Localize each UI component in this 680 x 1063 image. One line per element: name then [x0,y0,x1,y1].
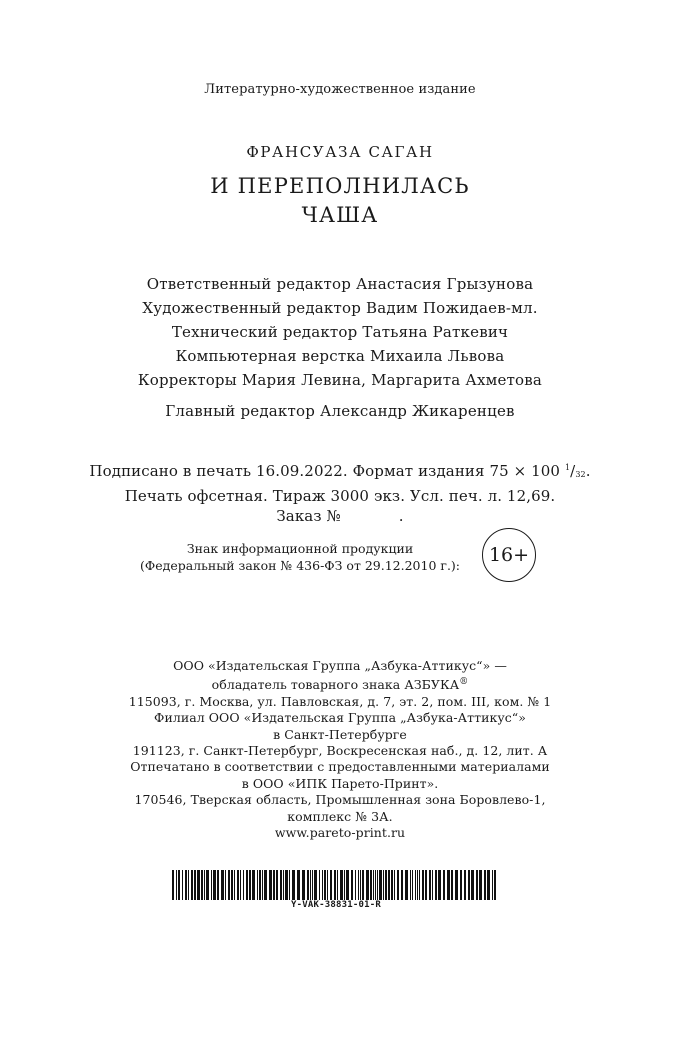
age-rating-badge [482,528,536,582]
format-slash: / [570,462,576,480]
format-numerator: 1 [564,463,571,472]
credit-line: Корректоры Мария Левина, Маргарита Ахметова [137,371,543,389]
barcode-bar [283,870,284,900]
barcode-bar [302,870,305,900]
barcode-bar [479,870,482,900]
barcode-bar [327,870,328,900]
order-end: . [398,507,404,525]
barcode-bar [259,870,261,900]
barcode-bar [334,870,336,900]
barcode-bar [276,870,278,900]
credit-line: Художественный редактор Вадим Пожидаев-мл. [142,299,538,317]
publisher-line: в ООО «ИПК Парето-Принт». [241,775,439,791]
barcode-bar [358,870,359,900]
barcode-bar [297,870,300,900]
barcode-bar [285,870,288,900]
barcode-bar [366,870,369,900]
barcode-bar [355,870,356,900]
barcode-bar [388,870,390,900]
barcode-bar [471,870,474,900]
barcode-bar [231,870,233,900]
barcode-bar [451,870,453,900]
barcode-bar [194,870,196,900]
barcode-bar [435,870,437,900]
barcode-bar [273,870,275,900]
barcode-bar [237,870,239,900]
barcode-bar [204,870,205,900]
age-rating-text: 16+ [488,544,530,566]
barcode-bar [464,870,466,900]
barcode-bar [412,870,413,900]
barcode-bar [312,870,313,900]
signed-line [0,458,680,486]
title-line: И ПЕРЕПОЛНИЛАСЬ [210,174,470,198]
barcode-bar [476,870,478,900]
barcode-bar [319,870,320,900]
info-line: Знак информационной продукции [186,541,414,556]
barcode-bar [292,870,295,900]
barcode-bar [191,870,193,900]
publisher-line: www.pareto-print.ru [274,825,406,841]
barcode-bar [487,870,490,900]
barcode-bar [188,870,189,900]
credit-line: Технический редактор Татьяна Раткевич [171,323,509,341]
barcode-bar [314,870,317,900]
barcode-bar [257,870,258,900]
barcode-bar [262,870,263,900]
barcode-bar [252,870,255,900]
barcode-bar [206,870,209,900]
barcode-bar [240,870,241,900]
credits-list [0,272,680,392]
barcode-bar [419,870,420,900]
barcode-bar [182,870,183,900]
barcode-bar [201,870,203,900]
barcode-bar [385,870,387,900]
barcode-bar [243,870,244,900]
barcode-bar [197,870,200,900]
barcode-bar [176,870,177,900]
barcode-bar [455,870,458,900]
barcode-bar [375,870,376,900]
barcode-bar [410,870,411,900]
barcode-bar [217,870,219,900]
barcode-bar [289,870,290,900]
barcode-bar [405,870,408,900]
barcode-bar [225,870,226,900]
barcode-bar [417,870,418,900]
signed-text: Подписано в печать 16.09.2022. Формат издания 75 × 100 [89,462,561,480]
barcode-bar [264,870,267,900]
publisher-line: ООО «Издательская Группа „Азбука-Аттикус“» — [173,658,507,673]
barcode-bar [185,870,187,900]
barcode-bar [310,870,311,900]
info-line: (Федеральный закон № 436-ФЗ от 29.12.2010 г.): [139,558,461,573]
format-end: . [585,462,591,480]
barcode-bar [307,870,309,900]
barcode-text: Y-VAK-38831-01-R [291,900,381,910]
publisher-line [0,674,680,693]
registered-mark: ® [459,677,469,688]
barcode-bar [447,870,450,900]
barcode-bar [484,870,486,900]
barcode-bar [422,870,424,900]
barcode-bar [443,870,445,900]
series-label: Литературно-художественное издание [204,82,476,97]
barcode-bar [337,870,338,900]
print-details [0,458,680,527]
barcode-bar [460,870,462,900]
barcode-bar [468,870,470,900]
publisher-line: Отпечатано в соответствии с предоставленными материалами [130,759,550,775]
barcode-bar [370,870,372,900]
barcode-bar [246,870,248,900]
barcode-bar [438,870,441,900]
barcode-bar [249,870,251,900]
credit-line: Ответственный редактор Анастасия Грызунова [146,275,534,293]
barcode-bar [178,870,180,900]
title-line: ЧАША [301,203,379,227]
barcode-bar [280,870,282,900]
barcode-bar [377,870,378,900]
format-denominator: 32 [575,470,586,479]
order-line [0,506,680,527]
barcode-bar [379,870,382,900]
barcode-bar [228,870,230,900]
barcode-bar [330,870,332,900]
barcode-bar [360,870,361,900]
barcode-bar [324,870,326,900]
barcode-bar [397,870,399,900]
barcode-bar [391,870,393,900]
barcode-bar [344,870,345,900]
barcode-bar [346,870,349,900]
barcode-bar [351,870,353,900]
info-product-notice [130,540,470,574]
barcode-bar [234,870,235,900]
barcode-bar [401,870,403,900]
publisher-line: 115093, г. Москва, ул. Павловская, д. 7, эт. 2, пом. III, ком. № 1 [128,693,552,709]
trademark-text: обладатель товарного знака АЗБУКА [211,677,460,693]
barcode-bar [340,870,343,900]
barcode-bar [322,870,323,900]
barcode-bar [494,870,496,900]
publisher-line: 170546, Тверская область, Промышленная зона Боровлево-1, [134,792,546,808]
barcode-bar [269,870,272,900]
barcode-bar [211,870,212,900]
order-label: Заказ № [276,507,341,525]
barcode-bar [429,870,431,900]
publisher-line: в Санкт-Петербурге [273,726,407,742]
publisher-line: 191123, г. Санкт-Петербург, Воскресенская наб., д. 12, лит. А [132,743,548,759]
barcode-bar [221,870,224,900]
credit-line: Компьютерная верстка Михаила Львова [175,347,505,365]
publisher-line: Филиал ООО «Издательская Группа „Азбука-Аттикус“» [154,710,526,726]
barcode-bar [394,870,395,900]
publisher-info [0,658,680,841]
publisher-line: комплекс № 3А. [287,808,393,824]
chief-editor: Главный редактор Александр Жикаренцев [165,402,515,420]
print-line: Печать офсетная. Тираж 3000 экз. Усл. печ. л. 12,69. [124,486,556,505]
barcode-bar [432,870,433,900]
author-name: ФРАНСУАЗА САГАН [246,143,434,161]
book-title [0,172,680,230]
barcode-bar [373,870,374,900]
barcode-bar [492,870,493,900]
barcode-bar [425,870,427,900]
barcode-bar [172,870,174,900]
barcode-bar [415,870,416,900]
barcode [172,870,500,900]
barcode-bar [362,870,364,900]
barcode-bar [213,870,216,900]
barcode-bar [383,870,384,900]
